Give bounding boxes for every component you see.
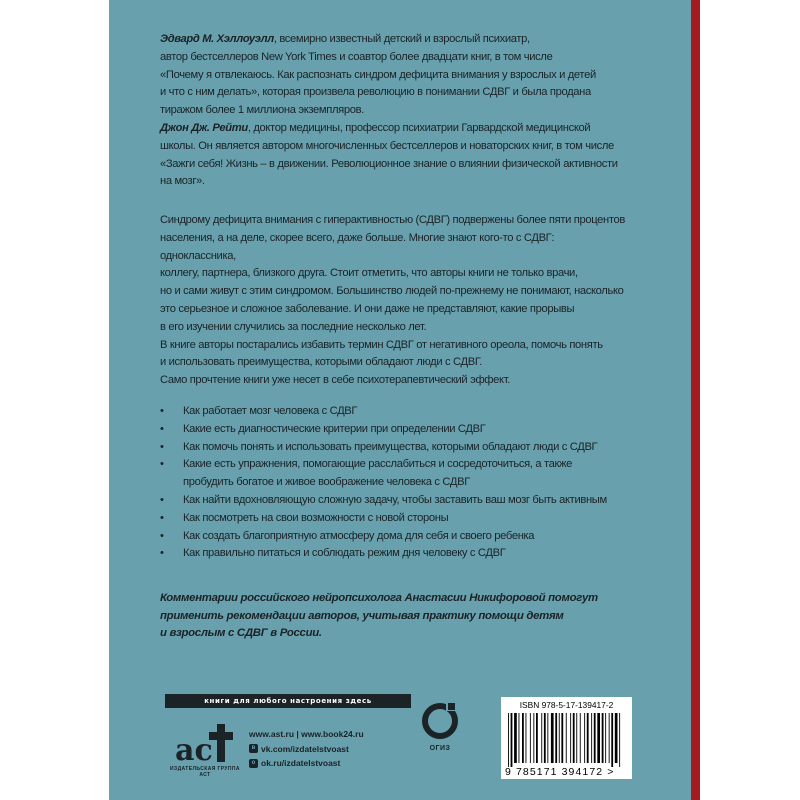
feature-text: пробудить богатое и живое воображение человека с СДВГ bbox=[183, 476, 470, 489]
vk-icon: в bbox=[249, 744, 258, 753]
ast-logo bbox=[165, 718, 245, 778]
author1-line: и что с ним делать», которая произвела революцию в понимании СДВГ и была продана bbox=[160, 86, 591, 99]
author1-line: «Почему я отвлекаюсь. Как распознать синдром дефицита внимания у взрослых и детей bbox=[160, 68, 596, 81]
ogiz-label: ОГИЗ bbox=[429, 745, 451, 752]
vk-link bbox=[249, 742, 364, 757]
ok-icon: о bbox=[249, 759, 258, 768]
feature-item bbox=[158, 545, 628, 563]
author1-bio bbox=[160, 31, 630, 49]
ok-link bbox=[249, 756, 364, 771]
comment-line: и взрослым с СДВГ в России. bbox=[160, 627, 322, 640]
feature-item bbox=[158, 510, 628, 528]
author2-line: школы. Он является автором многочисленных бестселлеров и новаторских книг, в том числе bbox=[160, 139, 614, 152]
description-line: В книге авторы постарались избавить термин СДВГ от негативного ореола, помочь понять bbox=[160, 338, 603, 351]
feature-text: Как посмотреть на свои возможности с новой стороны bbox=[183, 511, 449, 524]
author1-name: Эдвард М. Хэллоуэлл bbox=[160, 33, 274, 45]
description-line: Синдрому дефицита внимания с гиперактивностью (СДВГ) подвержены более пяти процентов bbox=[160, 214, 625, 226]
barcode-icon bbox=[506, 713, 628, 767]
ast-logo-icon bbox=[165, 718, 245, 766]
feature-item bbox=[158, 528, 628, 546]
book-back-cover bbox=[109, 0, 691, 800]
description-line: это серьезное и сложное заболевание. И они даже не представляют, какие прорывы bbox=[160, 302, 575, 315]
ast-caption: ИЗДАТЕЛЬСКАЯ ГРУППА АСТ bbox=[170, 766, 240, 778]
feature-text: Какие есть упражнения, помогающие расслабиться и сосредоточиться, а также bbox=[183, 458, 573, 471]
description-line: в его изучении случились за последние несколько лет. bbox=[160, 320, 427, 333]
description-line: коллегу, партнера, близкого друга. Стоит отметить, что авторы книги не только врачи, bbox=[160, 267, 578, 280]
publisher-tagline: книги для любого настроения здесь bbox=[165, 694, 411, 708]
feature-text: Как правильно питаться и соблюдать режим дня человеку с СДВГ bbox=[183, 547, 506, 560]
isbn-text: ISBN 978-5-17-139417-2 bbox=[519, 700, 614, 710]
feature-item bbox=[158, 403, 628, 421]
spine-stripe bbox=[691, 0, 700, 800]
author2-bio bbox=[160, 120, 630, 138]
websites bbox=[249, 727, 364, 742]
feature-item bbox=[158, 492, 628, 510]
ogiz-logo bbox=[420, 697, 460, 777]
author1-line: автор бестселлеров New York Times и соавтор более двадцати книг, в том числе bbox=[160, 50, 553, 63]
author2-line: , доктор медицины, профессор психиатрии Гарвардской медицинской bbox=[247, 121, 591, 134]
publisher-links bbox=[249, 727, 364, 771]
feature-text: Какие есть диагностические критерии при определении СДВГ bbox=[183, 422, 486, 435]
barcode-block bbox=[501, 697, 632, 779]
author1-line: тиражом более 1 миллиона экземпляров. bbox=[160, 104, 364, 117]
feature-text: Как создать благоприятную атмосферу дома для себя и своего ребенка bbox=[183, 529, 535, 542]
feature-text: Как помочь понять и использовать преимущества, которыми обладают люди с СДВГ bbox=[183, 440, 598, 453]
author2-line: на мозг». bbox=[160, 175, 205, 188]
description-line: Само прочтение книги уже несет в себе психотерапевтический эффект. bbox=[160, 374, 510, 387]
ok-link-text[interactable]: ok.ru/izdatelstvoast bbox=[261, 758, 341, 768]
feature-text: Как найти вдохновляющую сложную задачу, чтобы заставить ваш мозг быть активным bbox=[183, 493, 607, 506]
feature-item bbox=[158, 456, 628, 492]
author-bios bbox=[160, 31, 630, 191]
feature-text: Как работает мозг человека с СДВГ bbox=[183, 405, 358, 417]
comment-line: Комментарии российского нейропсихолога Анастасии Никифоровой помогут bbox=[160, 592, 598, 604]
author2-line: «Зажги себя! Жизнь – в движении. Революционное знание о влиянии физической активности bbox=[160, 157, 618, 170]
expert-comment bbox=[160, 590, 620, 643]
feature-item bbox=[158, 421, 628, 439]
author2-name: Джон Дж. Рейти bbox=[160, 121, 248, 134]
svg-text:ас: ас bbox=[175, 733, 213, 766]
description-line: населения, а на деле, скорее всего, даже больше. Многие знают кого-то с СДВГ: одноклассника, bbox=[160, 231, 555, 262]
ogiz-logo-icon bbox=[420, 697, 460, 743]
feature-list bbox=[158, 403, 628, 563]
vk-link-text[interactable]: vk.com/izdatelstvoast bbox=[261, 743, 349, 754]
comment-line: применить рекомендации авторов, учитывая практику помощи детям bbox=[160, 609, 564, 622]
ean-number: 9 785171 394172 > bbox=[505, 766, 615, 778]
description-line: и использовать преимущества, которыми обладают люди с СДВГ. bbox=[160, 356, 482, 369]
websites-text[interactable]: www.ast.ru | www.book24.ru bbox=[249, 729, 364, 739]
author1-line: , всемирно известный детский и взрослый психиатр, bbox=[273, 33, 530, 45]
description-line: но и сами живут с этим синдромом. Большинство людей по-прежнему не понимают, насколько bbox=[160, 285, 624, 298]
feature-item bbox=[158, 439, 628, 457]
book-description bbox=[160, 212, 630, 390]
